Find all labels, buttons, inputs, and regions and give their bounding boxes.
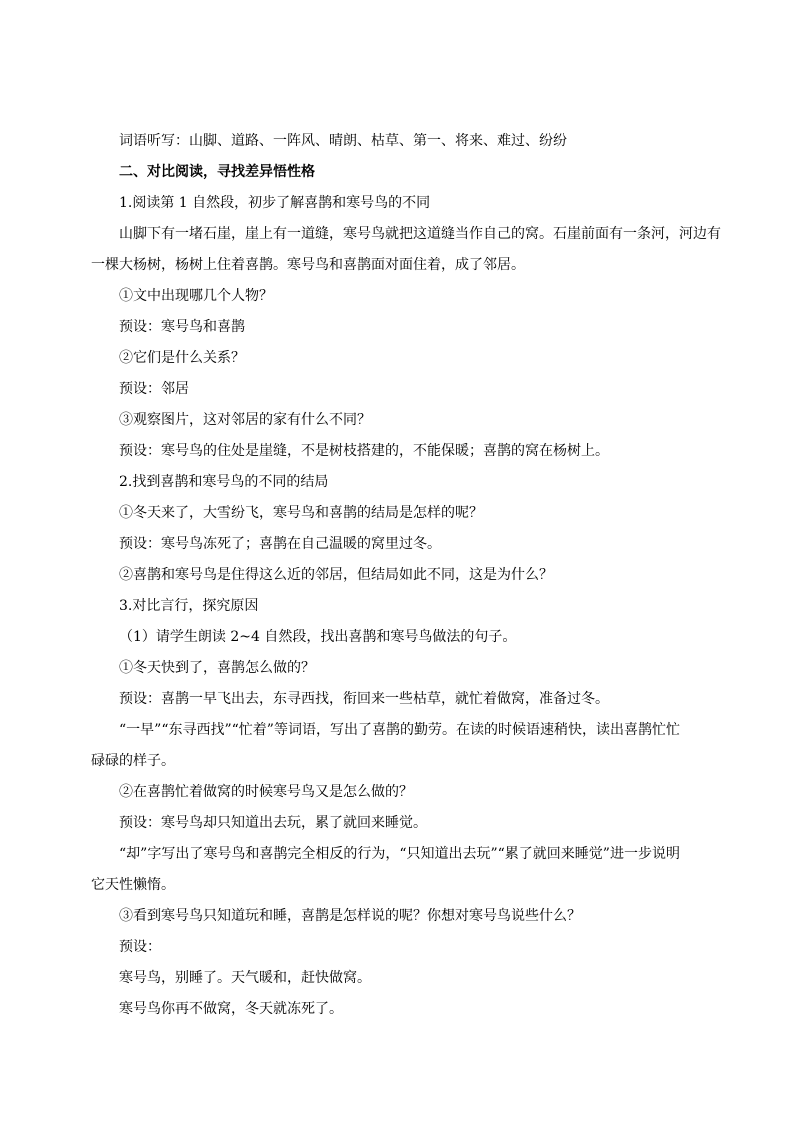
task-heading: 1.阅读第 1 自然段，初步了解喜鹊和寒号鸟的不同 [119,195,431,211]
task-heading: 2.找到喜鹊和寒号鸟的不同的结局 [119,474,329,490]
document-body [91,126,721,1025]
note-line: “一早”“东寻西找”“忙着”等词语，写出了喜鹊的勤劳。在读的时候语速稍快，读出喜鹊忙忙 [119,722,680,738]
note-line: “却”字写出了寒号鸟和喜鹊完全相反的行为，“只知道出去玩”“累了就回来睡觉”进一步说明 [119,846,680,862]
note-line: 碌碌的样子。 [91,753,175,769]
question: ①冬天快到了，喜鹊怎么做的？ [119,660,315,676]
section-heading: 二、对比阅读，寻找差异悟性格 [119,164,315,180]
question: ①冬天来了，大雪纷飞，寒号鸟和喜鹊的结局是怎样的呢？ [119,505,483,521]
answer: 预设：寒号鸟却只知道出去玩，累了就回来睡觉。 [119,815,427,831]
answer: 预设：寒号鸟的住处是崖缝，不是树枝搭建的，不能保暖；喜鹊的窝在杨树上。 [119,443,609,459]
answer: 预设：寒号鸟冻死了；喜鹊在自己温暖的窝里过冬。 [119,536,441,552]
question: ①文中出现哪几个人物？ [119,288,273,304]
answer: 寒号鸟，别睡了。天气暖和，赶快做窝。 [119,970,371,986]
sub-task: （1）请学生朗读 2~4 自然段，找出喜鹊和寒号鸟做法的句子。 [119,629,517,645]
answer-label: 预设： [119,939,161,955]
answer: 寒号鸟你再不做窝，冬天就冻死了。 [119,1001,343,1017]
answer: 预设：邻居 [119,381,189,397]
passage-line: 山脚下有一堵石崖，崖上有一道缝，寒号鸟就把这道缝当作自己的窝。石崖前面有一条河，河边有 [119,226,721,242]
answer: 预设：寒号鸟和喜鹊 [119,319,245,335]
task-heading: 3.对比言行，探究原因 [119,598,259,614]
dictation-line: 词语听写：山脚、道路、一阵风、晴朗、枯草、第一、将来、难过、纷纷 [119,133,567,149]
question: ②喜鹊和寒号鸟是住得这么近的邻居，但结局如此不同，这是为什么？ [119,567,553,583]
question: ③观察图片，这对邻居的家有什么不同？ [119,412,371,428]
answer: 预设：喜鹊一早飞出去，东寻西找，衔回来一些枯草，就忙着做窝，准备过冬。 [119,691,609,707]
question: ②它们是什么关系？ [119,350,245,366]
question: ②在喜鹊忙着做窝的时候寒号鸟又是怎么做的？ [119,784,413,800]
question: ③看到寒号鸟只知道玩和睡，喜鹊是怎样说的呢？你想对寒号鸟说些什么？ [119,908,581,924]
passage-line: 一棵大杨树，杨树上住着喜鹊。寒号鸟和喜鹊面对面住着，成了邻居。 [91,257,525,273]
note-line: 它天性懒惰。 [91,877,175,893]
